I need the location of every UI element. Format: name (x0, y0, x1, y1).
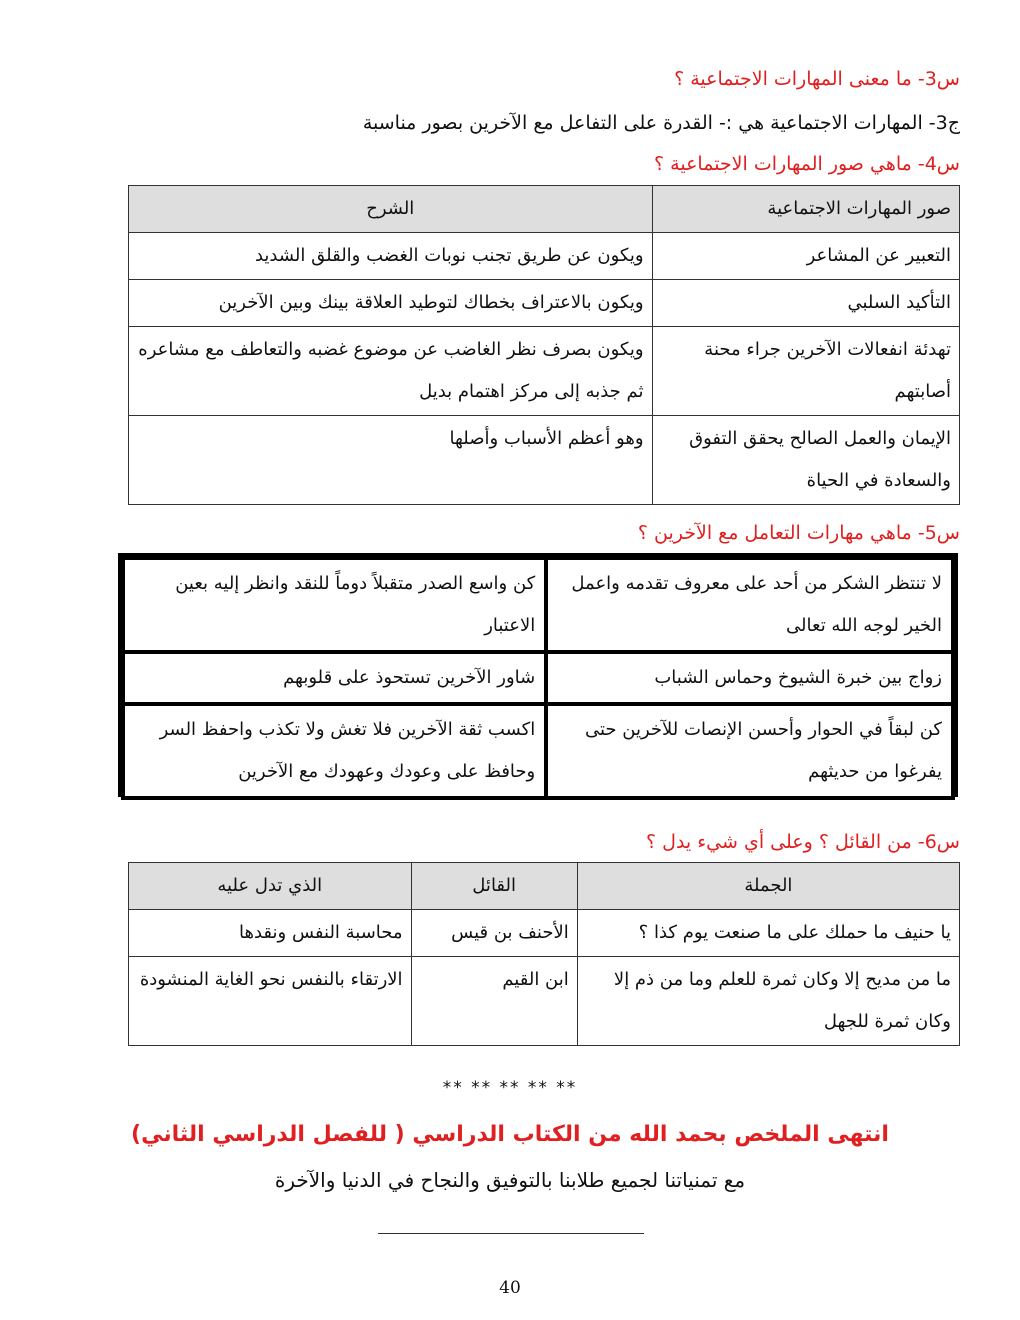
table-row (125, 560, 951, 650)
table-cell: التعبير عن المشاعر (652, 233, 959, 280)
closing-statement: انتهى الملخص بحمد الله من الكتاب الدراسي ( للفصل الدراسي الثاني) (131, 1122, 889, 1147)
table-row (129, 327, 960, 416)
question-6: س6- من القائل ؟ وعلى أي شيء يدل ؟ (646, 831, 960, 853)
table-cell: كن واسع الصدر متقبلاً دوماً للنقد وانظر إليه بعين الاعتبار (125, 560, 544, 650)
table-header: الجملة (577, 863, 959, 910)
table-header: القائل (411, 863, 577, 910)
table-cell: ويكون بالاعتراف بخطاك لتوطيد العلاقة بينك وبين الآخرين (129, 280, 653, 327)
table-cell: كن لبقاً في الحوار وأحسن الإنصات للآخرين حتى يفرغوا من حديثهم (548, 706, 951, 796)
table-cell: ويكون عن طريق تجنب نوبات الغضب والقلق الشديد (129, 233, 653, 280)
table-header: الشرح (129, 186, 653, 233)
table-cell: التأكيد السلبي (652, 280, 959, 327)
question-4: س4- ماهي صور المهارات الاجتماعية ؟ (654, 153, 960, 175)
separator-stars: ** ** ** ** ** (442, 1078, 578, 1098)
social-skills-table (128, 185, 960, 505)
wish-statement: مع تمنياتنا لجميع طلابنا بالتوفيق والنجاح في الدنيا والآخرة (274, 1168, 746, 1192)
table-row (125, 706, 951, 796)
table-row (129, 280, 960, 327)
answer-3: ج3- المهارات الاجتماعية هي :- القدرة على التفاعل مع الآخرين بصور مناسبة (362, 112, 960, 134)
table-cell: ابن القيم (411, 957, 577, 1046)
table-cell: محاسبة النفس ونقدها (129, 910, 412, 957)
table-cell: ويكون بصرف نظر الغاضب عن موضوع غضبه والتعاطف مع مشاعره ثم جذبه إلى مركز اهتمام بديل (129, 327, 653, 416)
table-cell: الأحنف بن قيس (411, 910, 577, 957)
table-cell: شاور الآخرين تستحوذ على قلوبهم (125, 654, 544, 702)
table-cell: يا حنيف ما حملك على ما صنعت يوم كذا ؟ (577, 910, 959, 957)
quotes-table (128, 862, 960, 1046)
table-cell: الارتقاء بالنفس نحو الغاية المنشودة (129, 957, 412, 1046)
question-5: س5- ماهي مهارات التعامل مع الآخرين ؟ (637, 522, 960, 544)
dealing-skills-table (121, 556, 955, 800)
table-row (129, 957, 960, 1046)
question-3: س3- ما معنى المهارات الاجتماعية ؟ (674, 68, 960, 90)
table-cell: الإيمان والعمل الصالح يحقق التفوق والسعادة في الحياة (652, 416, 959, 505)
table-header: الذي تدل عليه (129, 863, 412, 910)
page-number: 40 (499, 1278, 521, 1298)
table-cell: ما من مديح إلا وكان ثمرة للعلم وما من ذم إلا وكان ثمرة للجهل (577, 957, 959, 1046)
footer-divider (378, 1233, 644, 1234)
table-row (129, 416, 960, 505)
table-row (129, 233, 960, 280)
table-cell: تهدئة انفعالات الآخرين جراء محنة أصابتهم (652, 327, 959, 416)
table-cell: اكسب ثقة الآخرين فلا تغش ولا تكذب واحفظ السر وحافظ على وعودك وعهودك مع الآخرين (125, 706, 544, 796)
dealing-skills-box (118, 553, 958, 797)
table-row (125, 654, 951, 702)
table-cell: لا تنتظر الشكر من أحد على معروف تقدمه واعمل الخير لوجه الله تعالى (548, 560, 951, 650)
table-row (129, 910, 960, 957)
table-cell: زواج بين خبرة الشيوخ وحماس الشباب (548, 654, 951, 702)
table-header: صور المهارات الاجتماعية (652, 186, 959, 233)
table-cell: وهو أعظم الأسباب وأصلها (129, 416, 653, 505)
